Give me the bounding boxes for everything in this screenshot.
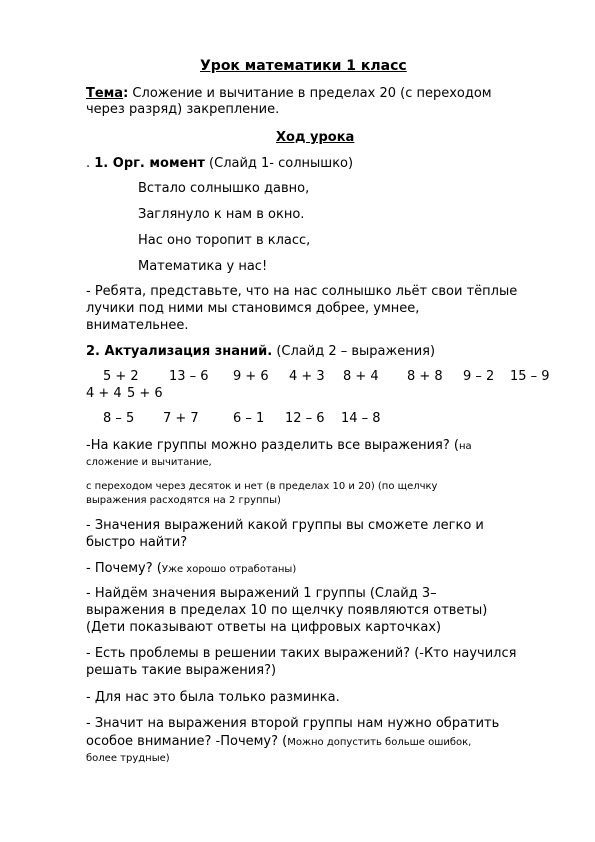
intro-line: внимательнее. xyxy=(86,318,189,333)
question-1-answer-line: выражения расходятся на 2 группы) xyxy=(86,495,281,506)
question-1 xyxy=(86,438,472,454)
question-3 xyxy=(86,561,296,577)
question-4-line: (Дети показывают ответы на цифровых карточках) xyxy=(86,620,442,635)
section-2-note: (Слайд 2 – выражения) xyxy=(272,344,436,359)
section-1-title: 1. Орг. момент xyxy=(94,156,205,171)
expression: 6 – 1 xyxy=(233,411,265,426)
section-1-prefix: . xyxy=(86,156,95,171)
expression: 12 – 6 xyxy=(285,411,325,426)
question-1-answer-line: с переходом через десяток и нет (в пределах 10 и 20) (по щелчку xyxy=(86,481,438,492)
question-4-line: выражения в пределах 10 по щелчку появляются ответы) xyxy=(86,603,488,618)
lesson-heading: Ход урока xyxy=(276,130,355,145)
expression: 9 – 2 xyxy=(463,369,495,384)
expression: 9 + 6 xyxy=(233,369,269,384)
section-2-heading xyxy=(86,344,435,360)
expression: 4 + 3 xyxy=(289,369,325,384)
expression: 13 – 6 xyxy=(169,369,209,384)
question-5-line: - Есть проблемы в решении таких выражений? (-Кто научился xyxy=(86,646,517,661)
intro-line: - Ребята, представьте, что на нас солнышко льёт свои тёплые xyxy=(86,284,518,299)
question-3-answer: Уже хорошо отработаны) xyxy=(161,564,297,575)
expression: 8 + 8 xyxy=(407,369,443,384)
question-4-line: - Найдём значения выражений 1 группы (Слайд 3– xyxy=(86,586,437,601)
section-1-note: (Слайд 1- солнышко) xyxy=(204,156,354,171)
topic-label: Тема xyxy=(86,86,124,101)
poem-line: Нас оно торопит в класс, xyxy=(138,233,311,248)
section-1-heading xyxy=(86,156,353,172)
expression: 4 + 4 xyxy=(86,386,122,401)
question-7-main: особое внимание? -Почему? ( xyxy=(86,734,288,749)
question-3-main: - Почему? ( xyxy=(86,561,162,576)
question-1-answer: на xyxy=(458,441,472,452)
topic-line-2: через разряд) закрепление. xyxy=(86,102,280,117)
expression: 15 – 9 xyxy=(510,369,550,384)
topic-text: Сложение и вычитание в пределах 20 (с переходом xyxy=(128,86,492,101)
expression: 5 + 2 xyxy=(103,369,139,384)
expression: 8 + 4 xyxy=(343,369,379,384)
intro-line: лучики под ними мы становимся добрее, умнее, xyxy=(86,301,420,316)
poem-line: Встало солнышко давно, xyxy=(138,181,310,196)
question-1-main: -На какие группы можно разделить все выражения? ( xyxy=(86,438,459,453)
question-6: - Для нас это была только разминка. xyxy=(86,690,340,705)
topic-colon: : xyxy=(123,86,129,101)
section-2-title: 2. Актуализация знаний. xyxy=(86,344,273,359)
poem-line: Математика у нас! xyxy=(138,259,268,274)
topic-line-1 xyxy=(86,86,492,102)
question-2-line: быстро найти? xyxy=(86,535,188,550)
expression: 7 + 7 xyxy=(163,411,199,426)
poem-line: Заглянуло к нам в окно. xyxy=(138,207,305,222)
expression: 5 + 6 xyxy=(127,386,163,401)
question-2-line: - Значения выражений какой группы вы сможете легко и xyxy=(86,518,484,533)
expression: 14 – 8 xyxy=(341,411,381,426)
question-1-answer-line: сложение и вычитание, xyxy=(86,457,212,468)
expression: 8 – 5 xyxy=(103,411,135,426)
question-7-answer: Можно допустить больше ошибок, xyxy=(287,737,472,748)
question-7-answer-line: более трудные) xyxy=(86,753,170,764)
question-7-line xyxy=(86,734,471,750)
page-title: Урок математики 1 класс xyxy=(200,58,407,74)
question-7-line: - Значит на выражения второй группы нам нужно обратить xyxy=(86,716,500,731)
question-5-line: решать такие выражения?) xyxy=(86,663,277,678)
